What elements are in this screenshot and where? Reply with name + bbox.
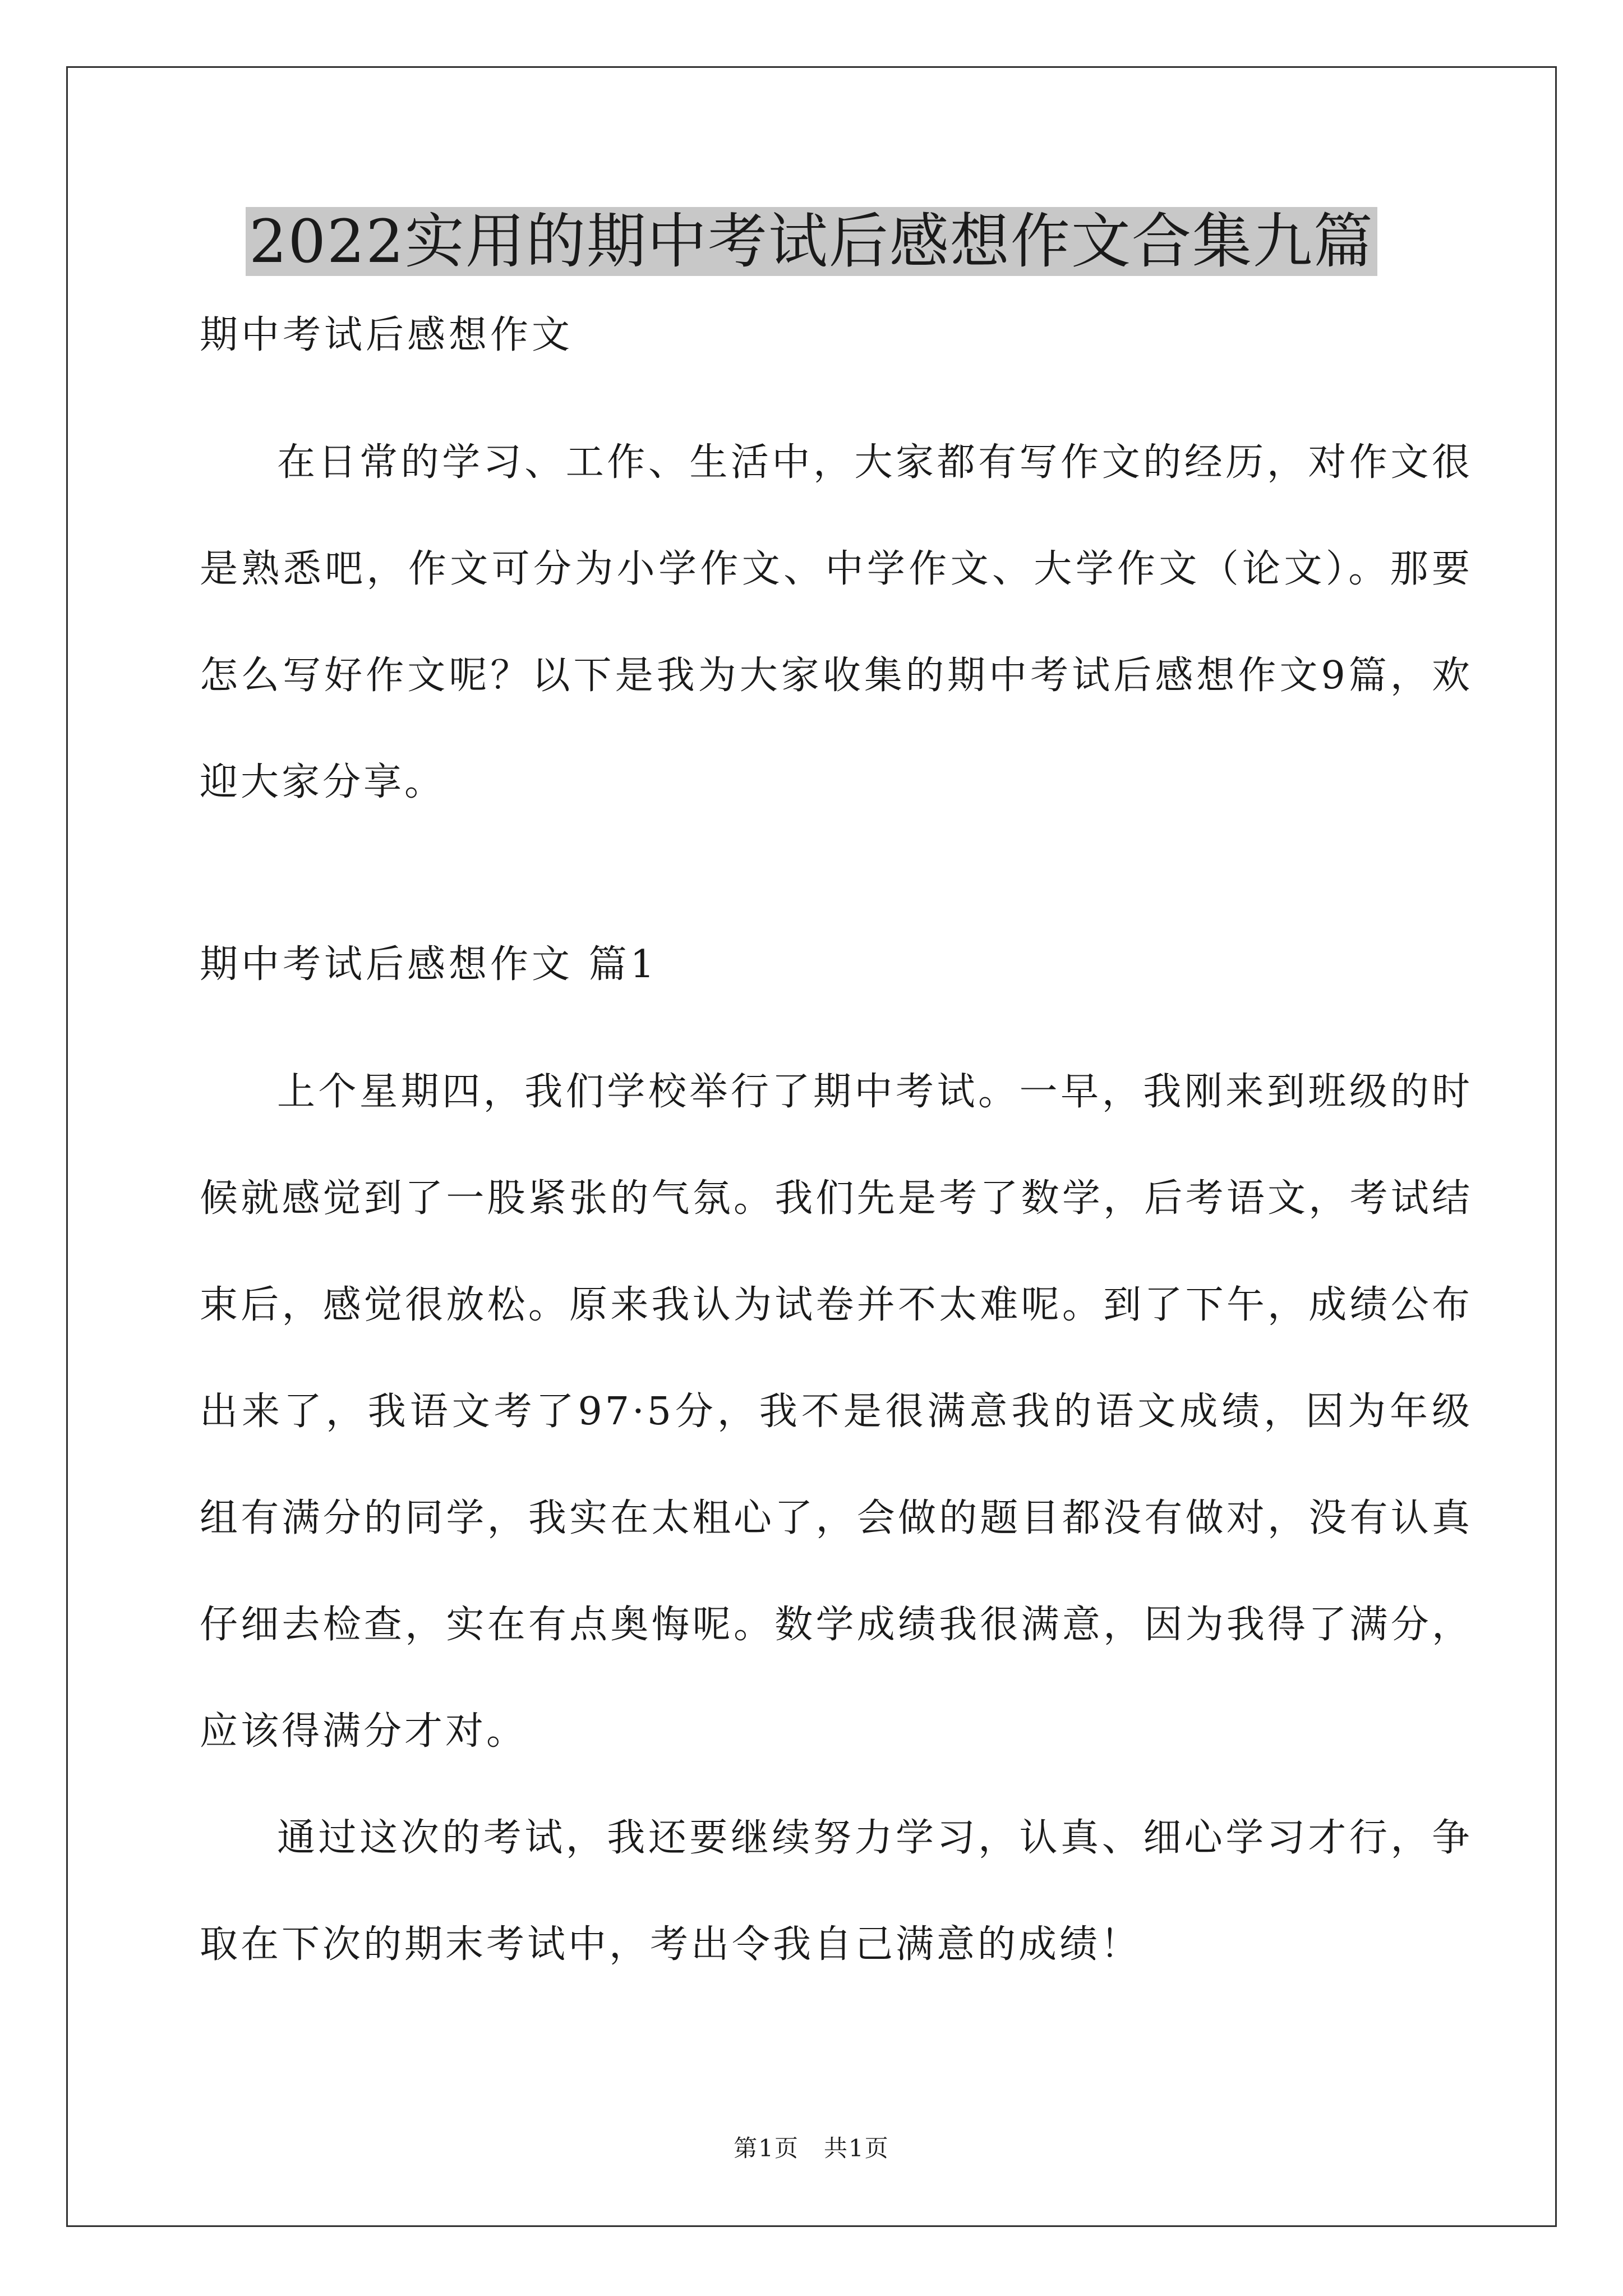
section-paragraph: 通过这次的考试，我还要继续努力学习，认真、细心学习才行，争取在下次的期末考试中，考出令我自己满意的成绩！ [200, 1816, 1473, 1967]
intro-heading: 期中考试后感想作文 [200, 313, 574, 357]
document-title-text: 2022实用的期中考试后感想作文合集九篇 [246, 207, 1377, 276]
page-footer: 第1页 共1页 [734, 2134, 889, 2162]
document-body [200, 303, 1473, 1998]
section-paragraph: 上个星期四，我们学校举行了期中考试。一早，我刚来到班级的时候就感觉到了一股紧张的气氛。我们先是考了数学，后考语文，考试结束后，感觉很放松。原来我认为试卷并不太难呢。到了下午，成绩公布出来了，我语文考了97·5分，我不是很满意我的语文成绩，因为年级组有满分的同学，我实在太粗心了，会做的题目都没有做对，没有认真仔细去检查，实在有点奥悔呢。数学成绩我很满意，因为我得了满分，应该得满分才对。 [200, 1070, 1473, 1754]
section-heading: 期中考试后感想作文 篇1 [200, 942, 658, 987]
intro-paragraph: 在日常的学习、工作、生活中，大家都有写作文的经历，对作文很是熟悉吧，作文可分为小学作文、中学作文、大学作文（论文）。那要怎么写好作文呢？以下是我为大家收集的期中考试后感想作文9篇，欢迎大家分享。 [200, 440, 1473, 804]
document-title [0, 200, 1623, 284]
